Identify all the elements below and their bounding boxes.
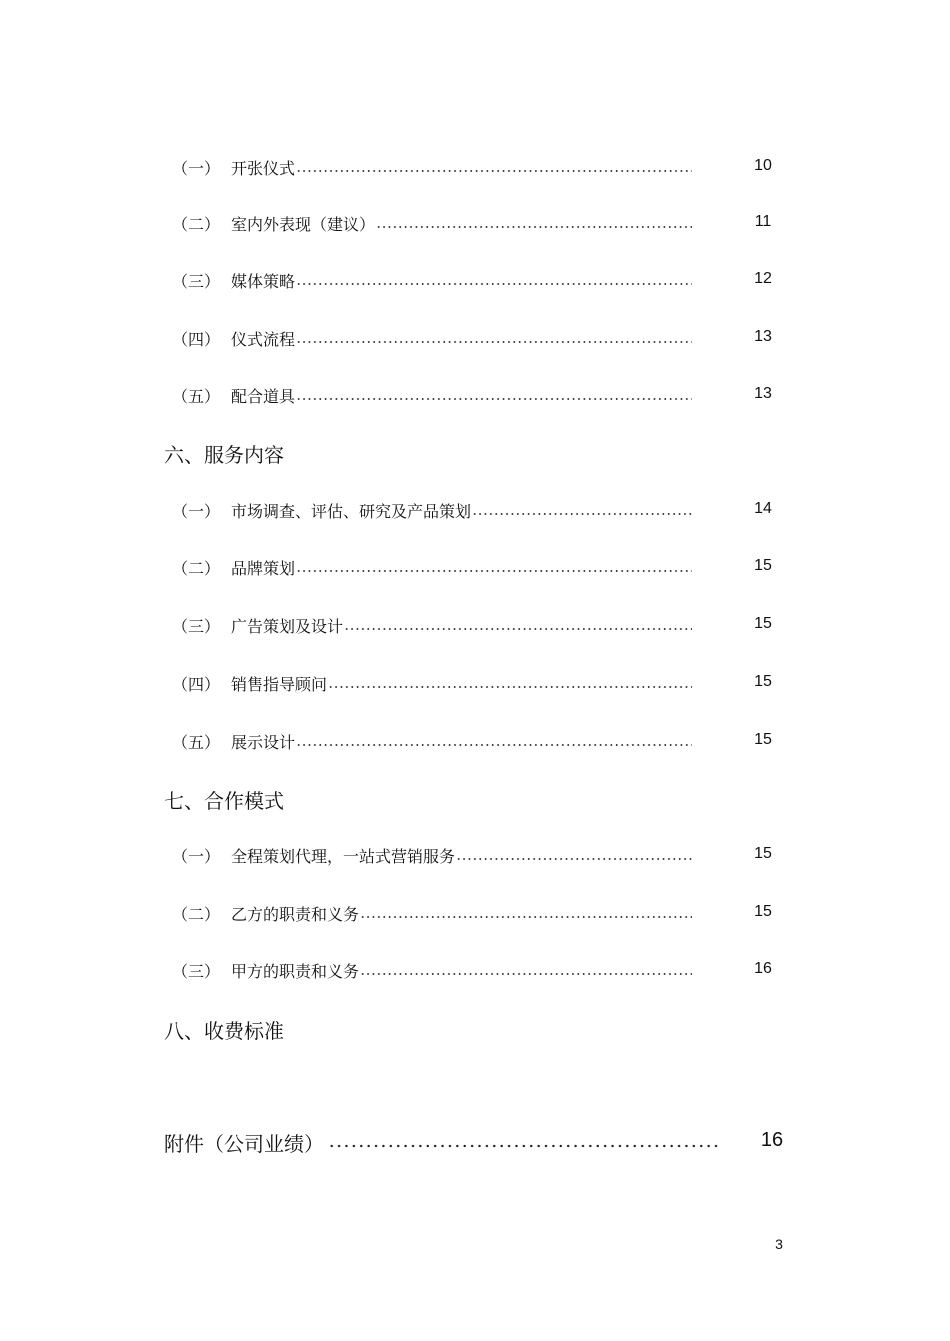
toc-entry[interactable] bbox=[0, 724, 950, 754]
section-heading[interactable]: 六、服务内容 bbox=[164, 443, 284, 467]
toc-entry-leader bbox=[231, 902, 692, 924]
toc-entry-page: 16 bbox=[760, 1129, 784, 1151]
toc-entry-title: 配合道具 bbox=[231, 387, 296, 406]
toc-entry[interactable] bbox=[0, 206, 950, 236]
dot-leader bbox=[296, 156, 692, 178]
dot-leader bbox=[328, 672, 692, 694]
toc-entry-page: 12 bbox=[754, 270, 772, 287]
toc-entry-leader bbox=[231, 384, 692, 406]
toc-entry-leader bbox=[231, 269, 692, 291]
toc-entry[interactable] bbox=[0, 550, 950, 580]
dot-leader bbox=[296, 730, 692, 752]
toc-entry-title: 开张仪式 bbox=[231, 159, 296, 178]
toc-entry-leader bbox=[231, 556, 692, 578]
toc-entry-leader bbox=[231, 499, 692, 521]
toc-entry-leader bbox=[231, 730, 692, 752]
toc-entry-page: 11 bbox=[754, 213, 772, 230]
toc-entry[interactable] bbox=[0, 953, 950, 983]
section-heading[interactable]: 八、收费标准 bbox=[164, 1019, 284, 1043]
toc-entry-number: （一） bbox=[172, 159, 221, 178]
toc-entry[interactable] bbox=[0, 896, 950, 926]
toc-entry-number: （五） bbox=[172, 733, 221, 752]
toc-entry-title: 甲方的职责和义务 bbox=[231, 962, 360, 981]
toc-entry-number: （三） bbox=[172, 272, 221, 291]
dot-leader bbox=[472, 499, 692, 521]
section-heading[interactable]: 七、合作模式 bbox=[164, 789, 284, 813]
dot-leader bbox=[456, 844, 692, 866]
page-number: 3 bbox=[775, 1236, 783, 1252]
toc-entry[interactable] bbox=[0, 493, 950, 523]
toc-entry-number: （四） bbox=[172, 675, 221, 694]
toc-entry-number: （二） bbox=[172, 905, 221, 924]
toc-entry-page: 15 bbox=[754, 673, 772, 690]
toc-entry-number: （二） bbox=[172, 559, 221, 578]
toc-entry[interactable] bbox=[0, 608, 950, 638]
toc-entry-page: 15 bbox=[754, 845, 772, 862]
toc-entry-leader bbox=[231, 959, 692, 981]
toc-entry-page: 14 bbox=[754, 500, 772, 517]
toc-entry-page: 13 bbox=[754, 328, 772, 345]
toc-entry-number: （一） bbox=[172, 502, 221, 521]
toc-entry-title: 媒体策略 bbox=[231, 272, 296, 291]
toc-entry-title: 乙方的职责和义务 bbox=[231, 905, 360, 924]
toc-entry-number: （二） bbox=[172, 215, 221, 234]
dot-leader bbox=[296, 327, 692, 349]
toc-entry-title: 室内外表现（建议） bbox=[231, 215, 376, 234]
dot-leader bbox=[376, 212, 692, 234]
toc-entry[interactable] bbox=[0, 666, 950, 696]
toc-entry-leader bbox=[231, 614, 692, 636]
toc-entry-leader bbox=[231, 672, 692, 694]
toc-entry-number: （三） bbox=[172, 962, 221, 981]
dot-leader bbox=[296, 556, 692, 578]
toc-entry-leader bbox=[231, 156, 692, 178]
dot-leader bbox=[328, 1128, 720, 1156]
toc-entry[interactable] bbox=[0, 838, 950, 868]
toc-appendix-entry[interactable] bbox=[0, 1124, 950, 1158]
toc-entry-leader bbox=[164, 1128, 720, 1156]
toc-entry-title: 品牌策划 bbox=[231, 559, 296, 578]
toc-entry-number: （四） bbox=[172, 330, 221, 349]
dot-leader bbox=[296, 269, 692, 291]
toc-entry-title: 市场调查、评估、研究及产品策划 bbox=[231, 502, 472, 521]
toc-entry-leader bbox=[231, 212, 692, 234]
toc-entry-title: 展示设计 bbox=[231, 733, 296, 752]
toc-entry-number: （五） bbox=[172, 387, 221, 406]
dot-leader bbox=[344, 614, 692, 636]
toc-entry[interactable] bbox=[0, 263, 950, 293]
toc-entry-page: 16 bbox=[754, 960, 772, 977]
toc-entry-title: 仪式流程 bbox=[231, 330, 296, 349]
toc-entry-page: 13 bbox=[754, 385, 772, 402]
dot-leader bbox=[296, 384, 692, 406]
toc-entry-leader bbox=[231, 327, 692, 349]
toc-entry-number: （一） bbox=[172, 847, 221, 866]
toc-entry-leader bbox=[231, 844, 692, 866]
toc-entry-title: 附件（公司业绩） bbox=[164, 1132, 324, 1156]
toc-entry-title: 广告策划及设计 bbox=[231, 617, 344, 636]
dot-leader bbox=[360, 902, 692, 924]
toc-entry-page: 15 bbox=[754, 731, 772, 748]
toc-entry-number: （三） bbox=[172, 617, 221, 636]
toc-entry-page: 15 bbox=[754, 557, 772, 574]
toc-entry-page: 15 bbox=[754, 903, 772, 920]
toc-entry-title: 全程策划代理，一站式营销服务 bbox=[231, 847, 456, 866]
toc-entry-page: 15 bbox=[754, 615, 772, 632]
toc-entry[interactable] bbox=[0, 321, 950, 351]
toc-entry[interactable] bbox=[0, 378, 950, 408]
toc-entry[interactable] bbox=[0, 150, 950, 180]
dot-leader bbox=[360, 959, 692, 981]
toc-entry-page: 10 bbox=[754, 157, 772, 174]
toc-entry-title: 销售指导顾问 bbox=[231, 675, 328, 694]
